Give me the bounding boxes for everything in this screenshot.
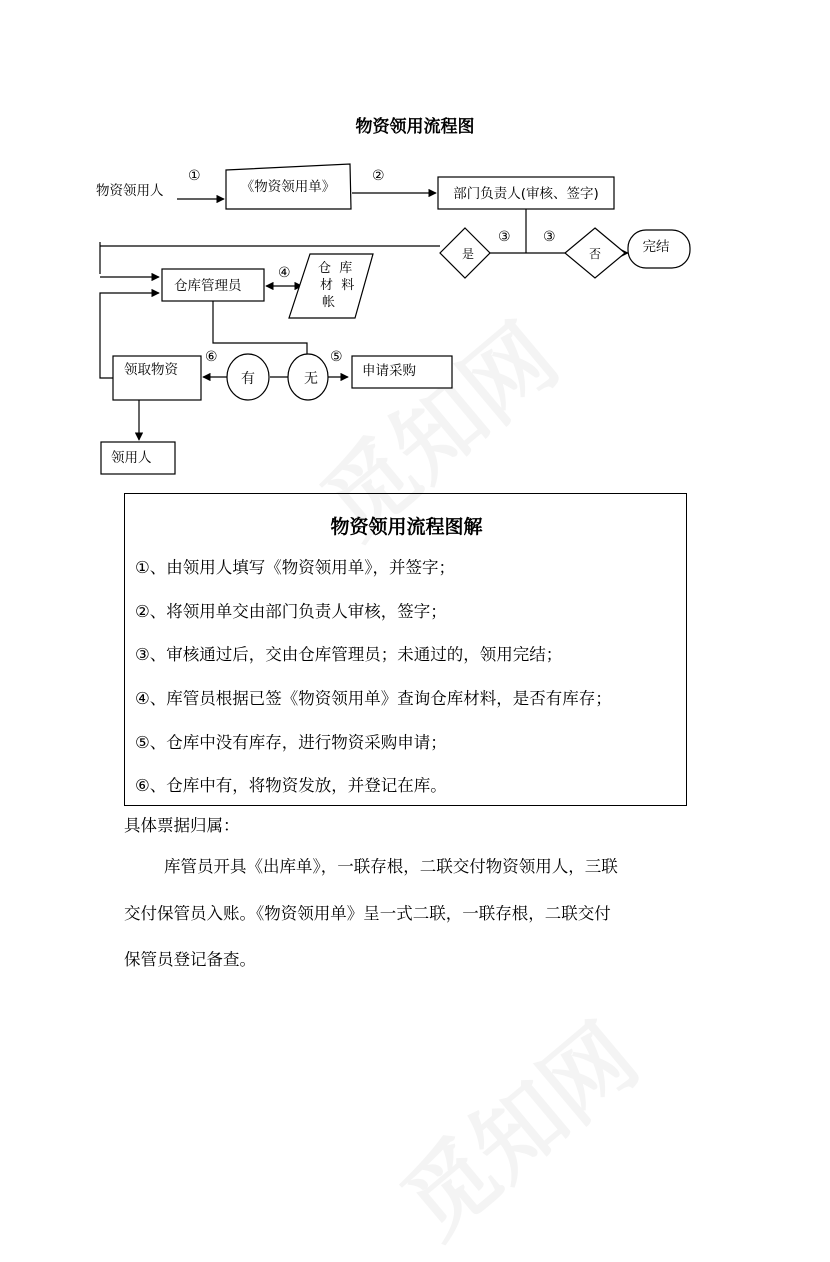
end-label: 完结 bbox=[642, 239, 670, 255]
notes-paragraph-line: 库管员开具《出库单》，一联存根，二联交付物资领用人，三联 bbox=[164, 857, 618, 876]
legend-panel bbox=[124, 493, 687, 806]
legend-item: ③、审核通过后，交由仓库管理员；未通过的，领用完结； bbox=[135, 645, 563, 664]
step2-marker: ② bbox=[372, 168, 385, 184]
watermark bbox=[370, 988, 660, 1261]
step1-marker: ① bbox=[188, 168, 201, 184]
ledger-line3: 帐 bbox=[322, 295, 336, 310]
step6-marker: ⑥ bbox=[205, 349, 218, 365]
receiver-label: 领用人 bbox=[111, 450, 152, 466]
legend-item: ④、库管员根据已签《物资领用单》查询仓库材料，是否有库存； bbox=[135, 689, 612, 708]
legend-title: 物资领用流程图解 bbox=[330, 516, 483, 538]
notes-heading: 具体票据归属： bbox=[124, 816, 240, 835]
page-title: 物资领用流程图 bbox=[355, 117, 475, 137]
legend-item: ②、将领用单交由部门负责人审核，签字； bbox=[135, 602, 447, 621]
ledger-line2: 材 料 bbox=[320, 278, 355, 293]
has-label: 有 bbox=[241, 371, 255, 387]
legend-item: ①、由领用人填写《物资领用单》，并签字； bbox=[135, 558, 456, 577]
notes-paragraph-line: 保管员登记备查。 bbox=[124, 950, 256, 969]
none-label: 无 bbox=[304, 371, 318, 387]
yes-label: 是 bbox=[461, 247, 475, 261]
requester-label: 物资领用人 bbox=[96, 183, 164, 199]
form-label: 《物资领用单》 bbox=[240, 179, 336, 195]
warehouse-manager-label: 仓库管理员 bbox=[174, 278, 242, 294]
no-label: 否 bbox=[588, 247, 602, 261]
pickup-label: 领取物资 bbox=[124, 362, 178, 378]
ledger-line1: 仓 库 bbox=[318, 261, 353, 276]
notes-paragraph-line: 交付保管员入账。《物资领用单》呈一式二联，一联存根，二联交付 bbox=[124, 904, 611, 923]
step3-marker: ③ bbox=[543, 229, 556, 245]
dept-head-label: 部门负责人(审核、签字) bbox=[453, 186, 599, 202]
legend-item: ⑥、仓库中有，将物资发放，并登记在库。 bbox=[135, 776, 447, 795]
purchase-label: 申请采购 bbox=[362, 363, 416, 379]
step5-marker: ⑤ bbox=[330, 349, 343, 365]
step4-marker: ④ bbox=[278, 265, 291, 281]
legend-item: ⑤、仓库中没有库存，进行物资采购申请； bbox=[135, 733, 447, 752]
step3-marker: ③ bbox=[498, 229, 511, 245]
flowchart bbox=[0, 0, 830, 490]
